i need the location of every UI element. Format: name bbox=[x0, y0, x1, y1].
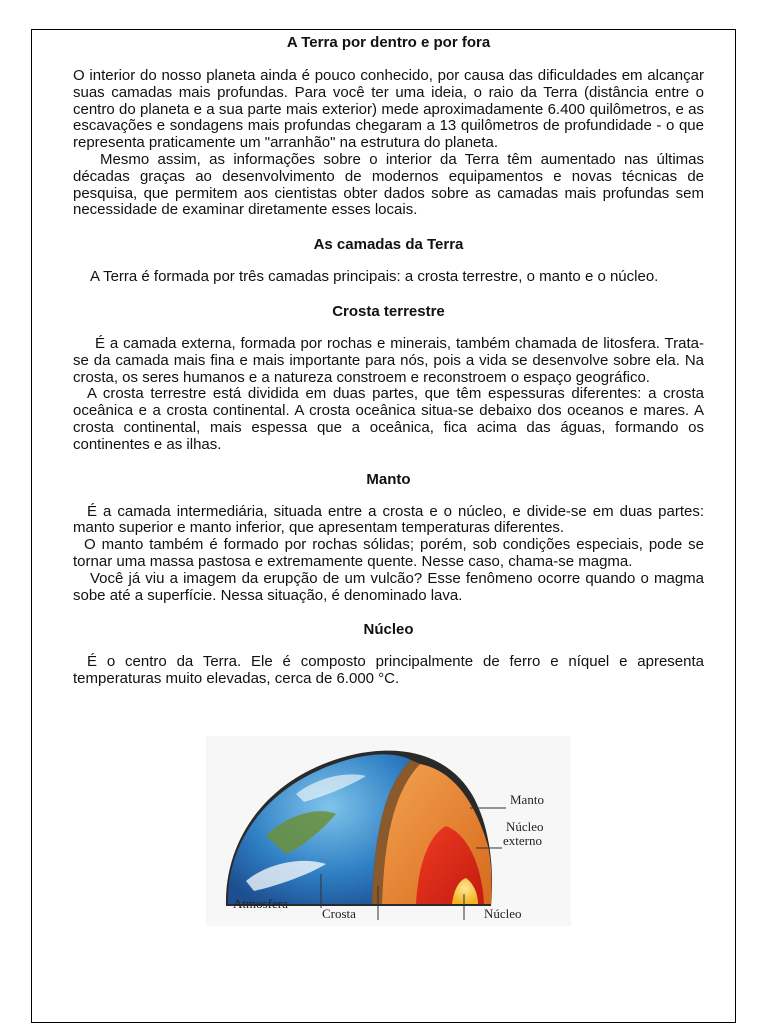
earth-layers-figure bbox=[206, 736, 571, 926]
label-atmosfera: Atmosfera bbox=[233, 896, 288, 911]
core-paragraph: É o centro da Terra. Ele é composto principalmente de ferro e níquel e apresenta temperaturas muito elevadas, cerca de 6.000 °C. bbox=[73, 653, 704, 688]
mantle-paragraph-1: É a camada intermediária, situada entre a crosta e o núcleo, e divide-se em duas partes: manto superior e manto inferior, que apresentam temperaturas diferentes. bbox=[73, 502, 704, 537]
intro-paragraph-1: O interior do nosso planeta ainda é pouco conhecido, por causa das dificuldades em alcançar suas camadas mais profundas. Para você ter uma ideia, o raio da Terra (distância entre o centro do planeta e a sua parte mais exterior) mede aproximadamente 6.400 quilômetros, e as escavações e sondagens mais profundas chegaram a 13 quilômetros de profundidade - o que representa praticamente um "arranhão" na estrutura do planeta. bbox=[73, 67, 704, 152]
intro-paragraph-2: Mesmo assim, as informações sobre o interior da Terra têm aumentado nas últimas décadas graças ao desenvolvimento de modernos equipamentos e novas técnicas de pesquisa, que permitem aos cientistas obter dados sobre as camadas mais profundas sem necessidade de examinar diretamente esses locais. bbox=[73, 150, 704, 219]
label-crosta: Crosta bbox=[322, 906, 356, 921]
label-nucleo-externo-line1: Núcleo bbox=[506, 819, 544, 834]
heading-mantle: Manto bbox=[366, 470, 411, 488]
crust-paragraph-1: É a camada externa, formada por rochas e minerais, também chamada de litosfera. Trata-se da camada mais fina e mais importante para nós, pois a vida se desenvolve sobre ela. Na crosta, os seres humanos e a natureza constroem e reconstroem o espaço geográfico. bbox=[73, 334, 704, 386]
earth-layers-diagram bbox=[206, 736, 571, 926]
label-nucleo-externo-line2: externo bbox=[503, 833, 542, 848]
heading-core: Núcleo bbox=[363, 621, 414, 639]
document-body bbox=[73, 34, 704, 688]
heading-layers: As camadas da Terra bbox=[313, 236, 464, 254]
mantle-paragraph-3: Você já viu a imagem da erupção de um vulcão? Esse fenômeno ocorre quando o magma sobe até a superfície. Nessa situação, é denominado lava. bbox=[73, 569, 704, 604]
document-title: A Terra por dentro e por fora bbox=[286, 34, 491, 51]
crust-paragraph-2: A crosta terrestre está dividida em duas partes, que têm espessuras diferentes: a crosta oceânica e a crosta continental. A crosta oceânica situa-se debaixo dos oceanos e mares. A crosta continental, mais espessa que a oceânica, fica acima das águas, formando os continentes e as ilhas. bbox=[73, 385, 704, 453]
mantle-paragraph-2: O manto também é formado por rochas sólidas; porém, sob condições especiais, pode se tornar uma massa pastosa e extremamente quente. Nesse caso, chama-se magma. bbox=[73, 536, 704, 570]
label-manto: Manto bbox=[510, 792, 544, 807]
heading-crust: Crosta terrestre bbox=[332, 302, 445, 320]
layers-paragraph: A Terra é formada por três camadas principais: a crosta terrestre, o manto e o núcleo. bbox=[90, 268, 659, 286]
label-nucleo: Núcleo bbox=[484, 906, 522, 921]
